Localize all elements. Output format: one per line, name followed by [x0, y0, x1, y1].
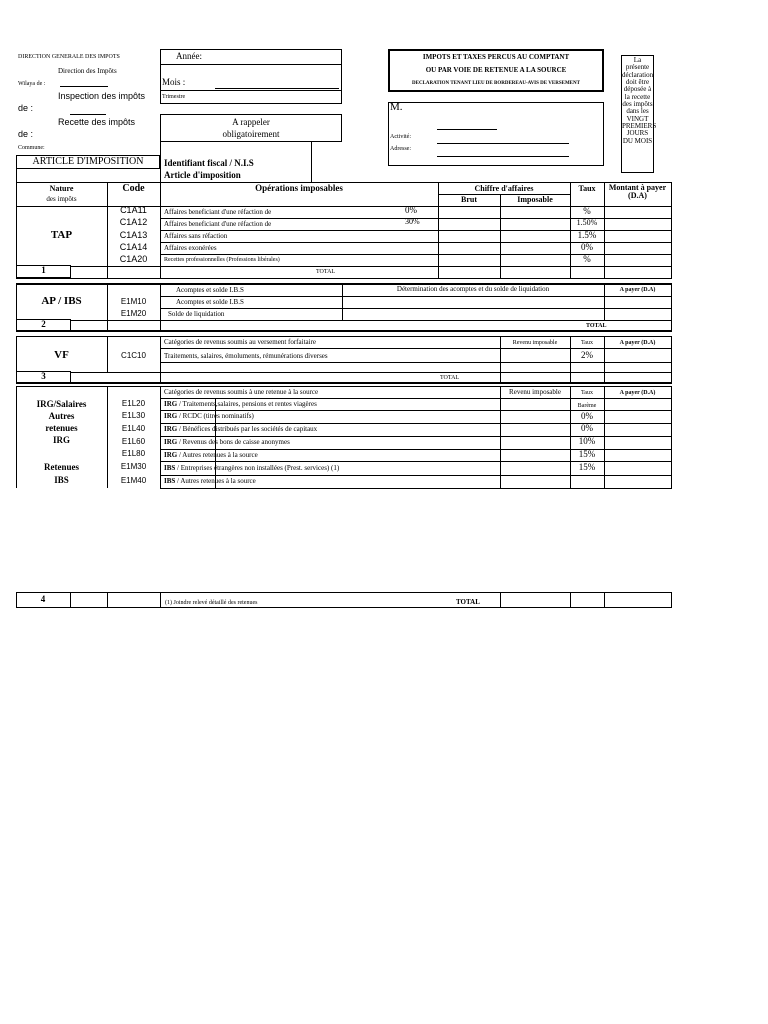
tap-row-2-taux: 1.50% [576, 218, 598, 227]
tap-row-1-pct: 0% [405, 205, 417, 215]
tap-code-4: C1A14 [119, 242, 148, 252]
ap-code-2: E1M20 [120, 309, 147, 318]
brut-head: Brut [461, 195, 477, 204]
tap-code-5: C1A20 [119, 254, 148, 264]
vf-row-taux: 2% [581, 350, 593, 360]
irg-row-4: IRG / Revenus des bons de caisse anonymes [164, 438, 290, 446]
de-label-1: de : [18, 103, 34, 113]
direction-generale: DIRECTION GENERALE DES IMPOTS [18, 54, 120, 60]
irg-label-5: Retenues [44, 462, 79, 472]
irg-code-2: E1L30 [121, 411, 146, 420]
commune-label: Commune: [18, 145, 45, 151]
irg-code-3: E1L40 [121, 424, 146, 433]
mois-label: Mois : [162, 77, 186, 87]
annee-label: Année: [176, 51, 202, 61]
irg-label-3: retenues [45, 423, 78, 433]
tap-row-4-taux: 0% [581, 242, 593, 252]
tap-row-4-label: Affaires exonérées [164, 244, 217, 252]
title-line-1: IMPOTS ET TAXES PERCUS AU COMPTANT [422, 53, 570, 61]
tap-row-2-pct: 30% [405, 217, 420, 226]
vf-label: VF [54, 349, 69, 361]
rappeler-line-1: A rappeler [232, 117, 270, 127]
tap-row-5-label: Recettes professionnelles (Professions libérales) [164, 257, 280, 263]
article-imposition-2: Article d'imposition [164, 170, 241, 180]
footer-note: (1) Joindre relevé détaillé des retenues [165, 600, 258, 606]
activite-label: Activité: [390, 134, 411, 140]
tap-total: TOTAL [316, 269, 336, 275]
title-line-3: DECLARATION TENANT LIEU DE BORDEREAU-AVIS DE VERSEMENT [412, 81, 580, 86]
identifiant-fiscal: Identifiant fiscal / N.I.S [164, 158, 254, 168]
tap-row-3-label: Affaires sans réfaction [164, 232, 228, 240]
tap-code-1: C1A11 [120, 205, 147, 215]
irg-row-2-taux: 0% [581, 411, 593, 421]
trimestre-label: Trimestre [162, 94, 186, 100]
tap-row-3-taux: 1.5% [577, 230, 597, 240]
irg-label-6: IBS [54, 475, 69, 485]
tap-number: 1 [41, 265, 46, 275]
adresse-label: Adresse: [390, 146, 411, 152]
vf-a-payer: A payer (D.A) [619, 340, 656, 346]
tap-row-2-label: Affaires beneficiant d'une réfaction de [164, 220, 272, 228]
ap-acomptes-head: Acomptes et solde I.B.S [176, 286, 244, 294]
tap-label: TAP [50, 229, 73, 241]
direction-impots: Direction des Impôts [58, 67, 117, 75]
side-note: La présente déclaration doit être déposée à la recette des impôts dans les VINGT PREMIERS JOURS DU MOIS [622, 56, 657, 145]
vf-taux-head: Taux [581, 340, 593, 346]
article-imposition: ARTICLE D'IMPOSITION [32, 156, 144, 167]
irg-row-3: IRG / Bénéfices distribués par les sociétés de capitaux [164, 425, 318, 433]
irg-code-7: E1M40 [120, 476, 147, 485]
irg-code-6: E1M30 [120, 462, 147, 471]
irg-row-4-taux: 10% [578, 436, 596, 446]
irg-label-4: IRG [52, 435, 70, 445]
vf-revenu-imposable: Revenu imposable [512, 340, 558, 346]
ap-row-2-label: Solde de liquidation [168, 310, 225, 318]
taux-head: Taux [578, 184, 596, 193]
irg-code-4: E1L60 [121, 437, 146, 446]
footer-total: TOTAL [456, 598, 480, 606]
irg-revenu-imposable: Revenu imposable [509, 388, 561, 396]
imposable-head: Imposable [517, 195, 553, 204]
tap-row-5-taux: % [583, 254, 591, 264]
ap-total: TOTAL [586, 323, 607, 329]
vf-row-label: Traitements, salaires, émoluments, rémunérations diverses [164, 352, 328, 360]
irg-a-payer: A payer (D.A) [619, 390, 656, 396]
ap-row-1-label: Acomptes et solde I.B.S [176, 298, 244, 306]
irg-row-3-taux: 0% [581, 423, 593, 433]
tap-code-3: C1A13 [119, 230, 148, 240]
title-line-2: OU PAR VOIE DE RETENUE A LA SOURCE [425, 66, 567, 74]
footer-number: 4 [40, 594, 46, 604]
tap-row-1-label: Affaires beneficiant d'une réfaction de [164, 208, 272, 216]
ap-determination: Détermination des acomptes et du solde de liquidation [396, 285, 550, 293]
irg-header: Catégories de revenus soumis à une retenue à la source [164, 388, 319, 396]
montant-head: Montant à payer (D.A) [608, 183, 667, 201]
wilaya-label: Wilaya de : [18, 81, 46, 87]
ap-code-1: E1M10 [120, 297, 147, 306]
irg-label-1: IRG/Salaires [36, 399, 87, 409]
operations-head: Opérations imposables [255, 183, 343, 193]
vf-total: TOTAL [440, 375, 460, 381]
code-head: Code [122, 183, 145, 194]
irg-row-5-taux: 15% [578, 449, 596, 459]
tap-row-1-taux: % [583, 206, 591, 216]
nature-head-1: Nature [49, 184, 74, 193]
irg-taux-head: Taux [581, 390, 593, 396]
ap-a-payer: A payer (D.A) [619, 287, 656, 293]
m-label: M. [390, 101, 403, 113]
vf-number: 3 [41, 371, 46, 381]
inspection-label: Inspection des impôts [58, 91, 146, 101]
irg-row-5: IRG / Autres retenues à la source [164, 451, 258, 459]
recette-label: Recette des impôts [58, 117, 136, 127]
chiffre-head: Chiffre d'affaires [474, 184, 534, 193]
tap-code-2: C1A12 [119, 217, 148, 227]
rappeler-line-2: obligatoirement [222, 129, 280, 139]
irg-row-6-taux: 15% [578, 462, 596, 472]
irg-code-5: E1L80 [121, 449, 146, 458]
irg-row-1: IRG / Traitements,salaires, pensions et rentes viagères [164, 400, 317, 408]
irg-row-7: IBS / Autres retenues à la source [164, 477, 256, 485]
irg-label-2: Autres [48, 411, 75, 421]
nature-head-2: des impôts [46, 195, 77, 203]
de-label-2: de : [18, 129, 34, 139]
ap-ibs-label: AP / IBS [41, 295, 82, 307]
ap-number: 2 [41, 319, 46, 329]
vf-code: C1C10 [121, 351, 146, 360]
irg-row-2: IRG / RCDC (titres nominatifs) [164, 412, 254, 420]
irg-code-1: E1L20 [121, 399, 146, 408]
footer-row [16, 592, 672, 608]
vf-header: Catégories de revenus soumis au versement forfaitaire [164, 338, 317, 346]
irg-row-1-taux: Barème [577, 403, 597, 409]
irg-row-6: IBS / Entreprises étrangères non installées (Prest. services) (1) [164, 464, 340, 472]
